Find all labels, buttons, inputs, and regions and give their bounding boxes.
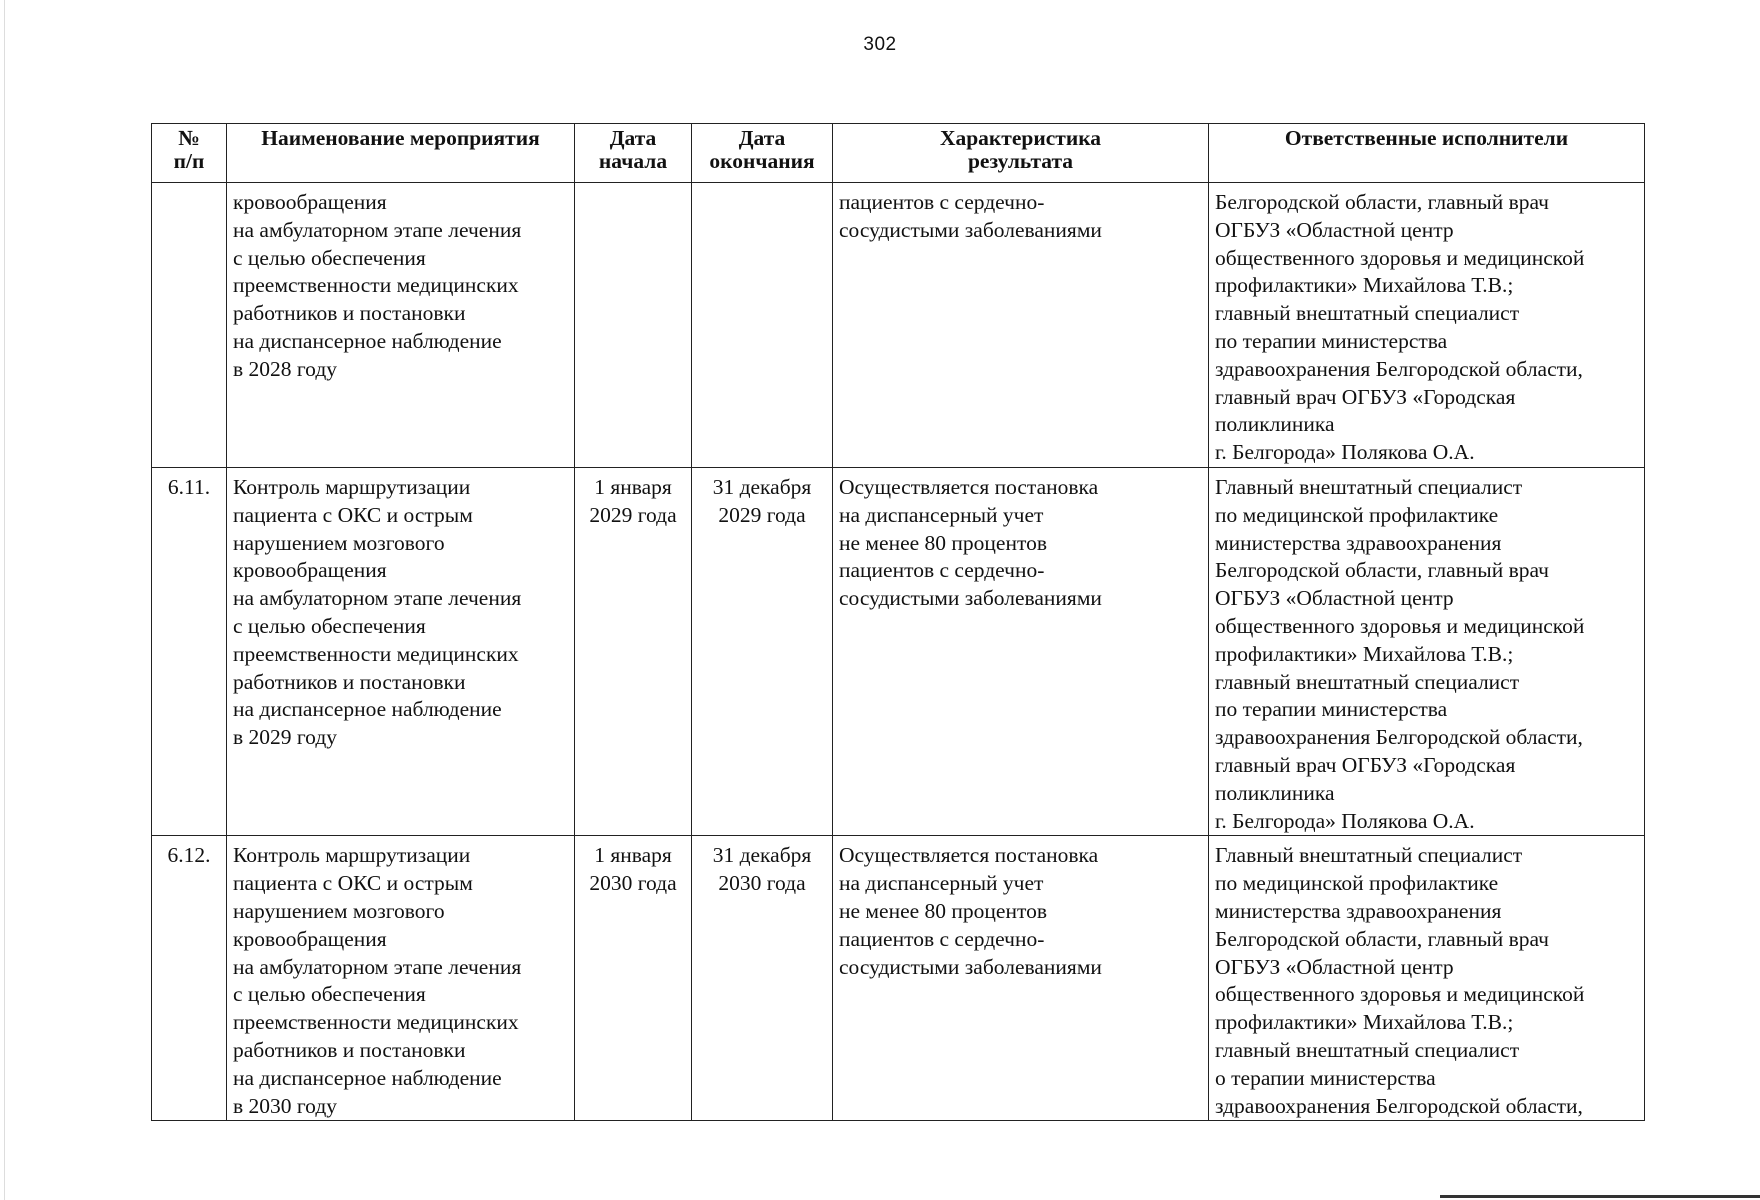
line: главный внештатный специалист xyxy=(1215,669,1520,694)
line: профилактики» Михайлова Т.В.; xyxy=(1215,641,1514,666)
line: на диспансерный учет xyxy=(839,871,1044,896)
line: по медицинской профилактике xyxy=(1215,502,1499,527)
line: Главный внештатный специалист xyxy=(1215,474,1523,499)
line: общественного здоровья и медицинской xyxy=(1215,245,1585,270)
line: ОГБУЗ «Областной центр xyxy=(1215,217,1454,242)
page-number: 302 xyxy=(863,34,897,55)
header-name-line: Наименование мероприятия xyxy=(261,126,540,150)
line: 2029 года xyxy=(589,502,677,527)
events-table xyxy=(151,123,1645,1121)
line: 31 декабря xyxy=(712,474,812,499)
scan-edge-line xyxy=(1440,1195,1760,1198)
table-row xyxy=(152,467,1645,835)
line: 2029 года xyxy=(718,502,806,527)
header-end-date xyxy=(692,124,833,183)
line: сосудистыми заболеваниями xyxy=(839,954,1102,979)
line: о терапии министерства xyxy=(1215,1065,1436,1090)
line: Контроль маршрутизации xyxy=(233,474,471,499)
cell-responsible xyxy=(1209,467,1645,835)
line: главный внештатный специалист xyxy=(1215,1037,1520,1062)
table-row xyxy=(152,183,1645,468)
cell-num: 6.12. xyxy=(152,836,227,1121)
line: пациентов с сердечно- xyxy=(839,558,1045,583)
line: пациентов с сердечно- xyxy=(839,926,1045,951)
header-end-line: Дата xyxy=(738,126,786,150)
line: поликлиника xyxy=(1215,780,1335,805)
line: на диспансерное наблюдение xyxy=(233,328,502,353)
line: главный внештатный специалист xyxy=(1215,301,1520,326)
header-start-date xyxy=(575,124,692,183)
line: в 2028 году xyxy=(233,356,338,381)
line: на диспансерный учет xyxy=(839,502,1044,527)
line: 2030 года xyxy=(718,871,806,896)
line: поликлиника xyxy=(1215,412,1335,437)
line: Белгородской области, главный врач xyxy=(1215,190,1549,214)
cell-start-date xyxy=(575,836,692,1121)
line: г. Белгорода» Полякова О.А. xyxy=(1215,440,1475,465)
line: на диспансерное наблюдение xyxy=(233,1065,502,1090)
header-num-line: п/п xyxy=(173,149,205,173)
line: ОГБУЗ «Областной центр xyxy=(1215,954,1454,979)
line: преемственности медицинских xyxy=(233,1010,519,1035)
header-start-line: начала xyxy=(598,149,668,173)
header-result-line: результата xyxy=(967,149,1074,173)
line: кровообращения xyxy=(233,558,387,583)
cell-name xyxy=(227,467,575,835)
line: главный врач ОГБУЗ «Городская xyxy=(1215,752,1516,777)
cell-end-date xyxy=(692,836,833,1121)
cell-result xyxy=(833,183,1209,468)
header-end-line: окончания xyxy=(709,149,815,173)
line: Осуществляется постановка xyxy=(839,843,1099,868)
line: общественного здоровья и медицинской xyxy=(1215,982,1585,1007)
line: работников и постановки xyxy=(233,301,466,326)
line: на амбулаторном этапе лечения xyxy=(233,954,522,979)
cell-end-date xyxy=(692,467,833,835)
line: Белгородской области, главный врач xyxy=(1215,558,1549,583)
line: нарушением мозгового xyxy=(233,898,445,923)
cell-name xyxy=(227,836,575,1121)
line: не менее 80 процентов xyxy=(839,898,1047,923)
cell-end-date xyxy=(692,183,833,468)
line: сосудистыми заболеваниями xyxy=(839,217,1102,242)
line: в 2030 году xyxy=(233,1093,338,1118)
line: по медицинской профилактике xyxy=(1215,871,1499,896)
cell-start-date xyxy=(575,183,692,468)
line: общественного здоровья и медицинской xyxy=(1215,613,1585,638)
cell-responsible xyxy=(1209,836,1645,1121)
line: Белгородской области, главный врач xyxy=(1215,926,1549,951)
cell-result xyxy=(833,836,1209,1121)
header-name xyxy=(227,124,575,183)
line: здравоохранения Белгородской области, xyxy=(1215,1093,1583,1118)
header-result xyxy=(833,124,1209,183)
line: нарушением мозгового xyxy=(233,530,445,555)
line: 1 января xyxy=(594,843,672,868)
header-responsible xyxy=(1209,124,1645,183)
cell-result xyxy=(833,467,1209,835)
line: пациентов с сердечно- xyxy=(839,190,1045,214)
header-num xyxy=(152,124,227,183)
line: 31 декабря xyxy=(712,843,812,868)
table-header xyxy=(152,124,1645,183)
line: на амбулаторном этапе лечения xyxy=(233,217,522,242)
line: Контроль маршрутизации xyxy=(233,843,471,868)
line: сосудистыми заболеваниями xyxy=(839,586,1102,611)
cell-num: 6.11. xyxy=(152,467,227,835)
header-result-line: Характеристика xyxy=(939,126,1102,150)
header-start-line: Дата xyxy=(609,126,657,150)
line: главный врач ОГБУЗ «Городская xyxy=(1215,384,1516,409)
line: на диспансерное наблюдение xyxy=(233,697,502,722)
line: в 2029 году xyxy=(233,725,338,750)
scan-edge xyxy=(4,0,5,1200)
line: здравоохранения Белгородской области, xyxy=(1215,725,1583,750)
line: с целью обеспечения xyxy=(233,245,426,270)
line: преемственности медицинских xyxy=(233,273,519,298)
header-num-line: № xyxy=(178,126,200,150)
table-row xyxy=(152,836,1645,1121)
cell-start-date xyxy=(575,467,692,835)
line: на амбулаторном этапе лечения xyxy=(233,586,522,611)
line: профилактики» Михайлова Т.В.; xyxy=(1215,1010,1514,1035)
line: с целью обеспечения xyxy=(233,613,426,638)
line: пациента с ОКС и острым xyxy=(233,502,473,527)
line: 2030 года xyxy=(589,871,677,896)
line: преемственности медицинских xyxy=(233,641,519,666)
line: министерства здравоохранения xyxy=(1215,530,1502,555)
cell-responsible xyxy=(1209,183,1645,468)
line: Главный внештатный специалист xyxy=(1215,843,1523,868)
line: г. Белгорода» Полякова О.А. xyxy=(1215,808,1475,833)
header-resp-line: Ответственные исполнители xyxy=(1284,126,1569,150)
line: с целью обеспечения xyxy=(233,982,426,1007)
line: 1 января xyxy=(594,474,672,499)
line: по терапии министерства xyxy=(1215,328,1448,353)
line: профилактики» Михайлова Т.В.; xyxy=(1215,273,1514,298)
line: не менее 80 процентов xyxy=(839,530,1047,555)
line: министерства здравоохранения xyxy=(1215,898,1502,923)
line: пациента с ОКС и острым xyxy=(233,871,473,896)
line: работников и постановки xyxy=(233,1037,466,1062)
line: Осуществляется постановка xyxy=(839,474,1099,499)
cell-name xyxy=(227,183,575,468)
line: по терапии министерства xyxy=(1215,697,1448,722)
line: здравоохранения Белгородской области, xyxy=(1215,356,1583,381)
cell-num xyxy=(152,183,227,468)
line: ОГБУЗ «Областной центр xyxy=(1215,586,1454,611)
line: кровообращения xyxy=(233,190,387,214)
line: работников и постановки xyxy=(233,669,466,694)
line: кровообращения xyxy=(233,926,387,951)
